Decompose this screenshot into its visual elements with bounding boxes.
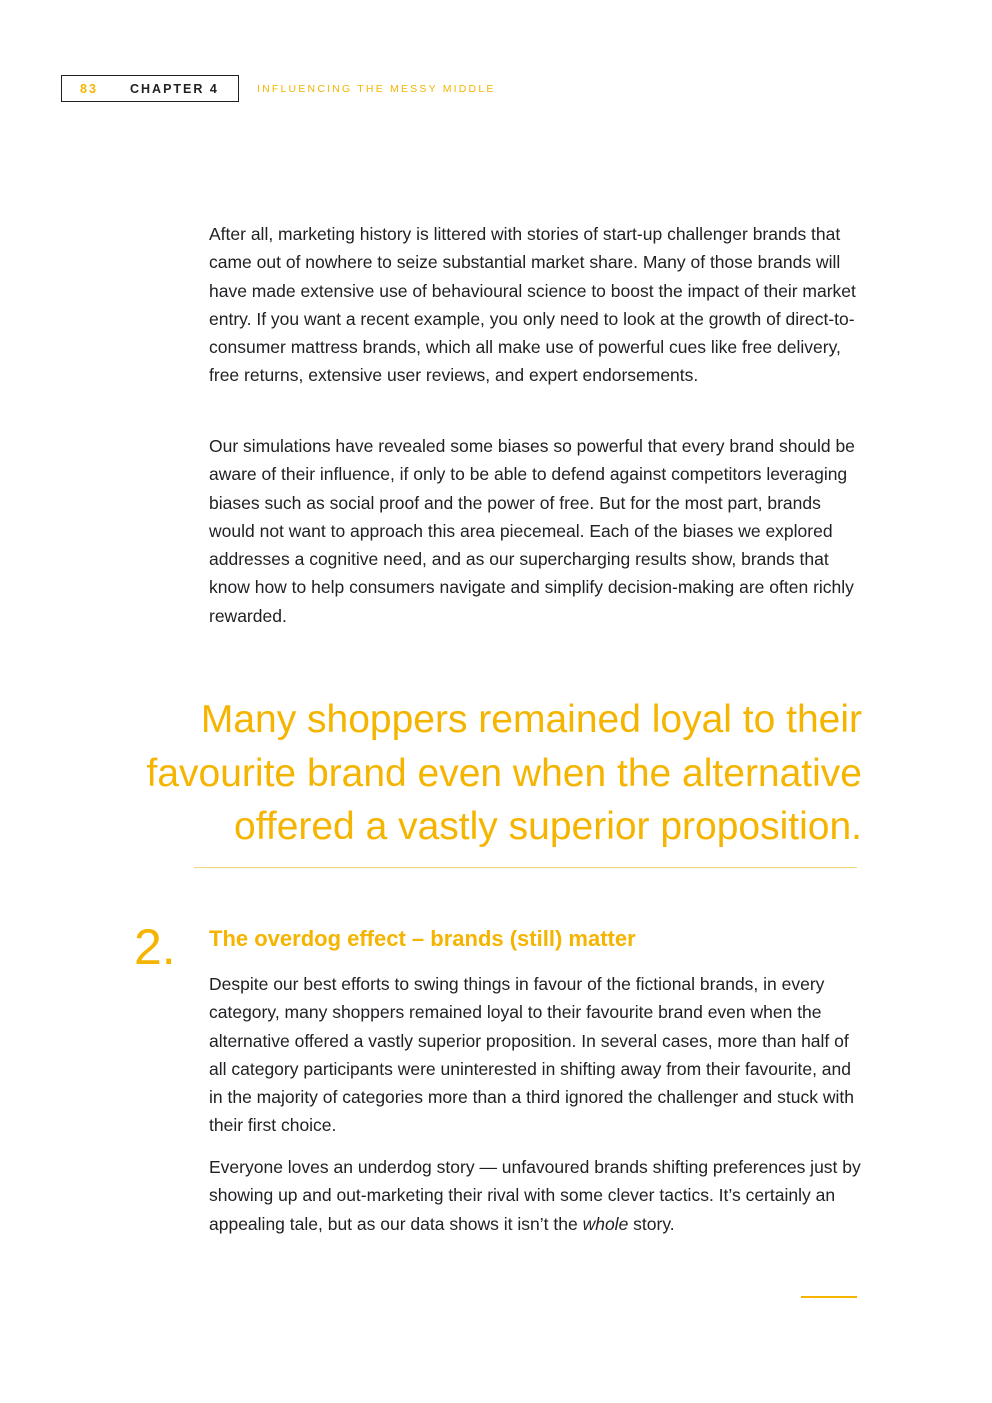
section-paragraph-2	[209, 1153, 861, 1238]
body-paragraph-1: After all, marketing history is littered with stories of start-up challenger brands that came out of nowhere to seize substantial market share. Many of those brands will have made extensive use of behavioural science to boost the impact of their market entry. If you want a recent example, you only need to look at the growth of direct-to-consumer mattress brands, which all make use of powerful cues like free delivery, free returns, extensive user reviews, and expert endorsements.	[209, 224, 856, 386]
pull-quote-line-2: favourite brand even when the alternative	[146, 751, 862, 795]
section-paragraph-2-emphasis: whole	[582, 1213, 629, 1234]
pull-quote	[80, 693, 862, 854]
end-rule	[801, 1296, 857, 1298]
chapter-label: CHAPTER 4	[130, 81, 219, 96]
section-paragraph-2-end: story.	[628, 1213, 675, 1234]
pull-quote-divider	[194, 867, 857, 868]
running-title: INFLUENCING THE MESSY MIDDLE	[257, 83, 496, 95]
pull-quote-line-1: Many shoppers remained loyal to their	[200, 698, 862, 741]
section-paragraph-2-start: Everyone loves an underdog story — unfavoured brands shifting preferences just by showing up and out-marketing their rival with some clever tactics. It’s certainly an appealing tale, but as our data shows it isn’t the	[209, 1157, 861, 1234]
section-title: The overdog effect – brands (still) matter	[209, 926, 636, 951]
section-paragraph-1: Despite our best efforts to swing things in favour of the fictional brands, in every category, many shoppers remained loyal to their favourite brand even when the alternative offered a vastly superior proposition. In several cases, more than half of all category participants were uninterested in shifting away from their favourite, and in the majority of categories more than a third ignored the challenger and stuck with their first choice.	[209, 974, 854, 1136]
pull-quote-line-3: offered a vastly superior proposition.	[234, 805, 862, 848]
page-number: 83	[80, 81, 98, 96]
chapter-header-box	[61, 75, 239, 102]
section-number: 2.	[134, 919, 176, 975]
body-paragraph-2: Our simulations have revealed some biases so powerful that every brand should be aware of their influence, if only to be able to defend against competitors leveraging biases such as social proof and the power of free. But for the most part, brands would not want to approach this area piecemeal. Each of the biases we explored addresses a cognitive need, and as our supercharging results show, brands that know how to help consumers navigate and simplify decision-making are often richly rewarded.	[209, 436, 855, 626]
